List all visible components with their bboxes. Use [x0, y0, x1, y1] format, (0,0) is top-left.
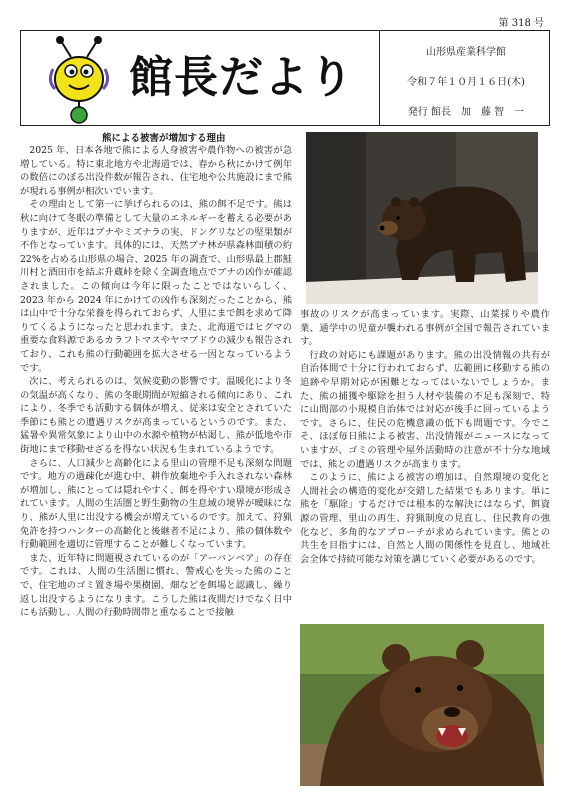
- bear-photo-top: [306, 132, 538, 304]
- header-divider: [379, 31, 380, 125]
- paragraph: このように、熊による被害の増加は、自然環境の変化と人間社会の構造的変化が交錯した結果でもあります。単に熊を「駆除」するだけでは根本的な解決にはならず、餌資源の管理、里山の再生、狩猟制度の見直し、住民教育の強化など、多角的なアプローチが求められています。熊との共生を目指すには、自然と人間の関係性を見直し、地域社会全体で持続可能な対策を講じていく必要があるのです。: [300, 472, 550, 565]
- issue-date: 令和７年１０月１６日(木): [407, 77, 525, 88]
- issuer-name: 発行 館長 加 藤 智 一: [407, 107, 525, 118]
- paragraph: 事故のリスクが高まっています。実際、山菜採りや農作業、通学中の児童が襲われる事例が全国で報告されています。: [300, 309, 550, 348]
- bear-photo-bottom: [300, 624, 544, 786]
- newsletter-header: [20, 30, 550, 126]
- article-headline: 熊による被害が増加する理由: [102, 133, 226, 144]
- paragraph: 次に、考えられるのは、気候変動の影響です。温暖化により冬の気温が高くなり、熊の冬眠期間が短縮される傾向にあり、これにより、冬季でも活動する個体が増え、従来は安全とされていた季節にも熊との遭遇リスクが高まっているというのです。また、猛暑や異常気象により山中の水源や植物が枯渇し、熊が低地や市街地にまで移動せざるを得ない状況も生まれているようです。: [20, 376, 292, 456]
- newsletter-title: 館長だより: [129, 52, 354, 103]
- mascot-logo: [43, 35, 115, 125]
- paragraph: 2025 年、日本各地で熊による人身被害や農作物への被害が急増している。特に東北地方や北海道では、春から秋にかけて例年の数倍にのぼる出没件数が報告され、住宅地や公共施設にまで熊が現れる事例が相次いでいます。: [20, 145, 292, 197]
- issue-number: 第 318 号: [498, 18, 544, 29]
- paragraph: その理由として第一に挙げられるのは、熊の餌不足です。熊は秋に向けて冬眠の準備として大量のエネルギーを蓄える必要がありますが、近年はブナやミズナラの実、ドングリなどの堅果類が不作となっています。具体的には、天然ブナ林が県森林面積の約22%を占める山形県の場合、2025 年の調査で、山形県最上郡鮭川村と酒田市を結ぶ升蔵峠を除く全調査地点でブナの凶作が確認されました。この傾向は今年に限ったことではないらしく、2023 年から 2024 年にかけての凶作も深刻だったことから、熊は山中で十分な栄養を得られておらず、人里にまで餌を求めて降りてくるようになったと思われます。また、北海道ではヒグマの重要な食料源であるカラフトマスやヤマブドウの減少も報告されており、これも熊の行動範囲を拡大させる一因となっているようです。: [20, 199, 292, 374]
- right-column: [300, 308, 550, 566]
- paragraph: 行政の対応にも課題があります。熊の出没情報の共有が自治体間で十分に行われておらず、広範囲に移動する熊の追跡や早期対応が困難となってはいないでしょうか。また、熊の捕獲や駆除を担う人材や装備の不足も深刻で、特に山間部の小規模自治体では対応が後手に回っているようです。さらに、住民の危機意識の低下も問題です。今でこそ、ほぼ毎日熊による被害、出没情報がニュースになっていますが、ゴミの管理や屋外活動時の注意が不十分な地域では、熊との遭遇リスクが高まります。: [300, 349, 550, 470]
- paragraph: また、近年特に問題視されているのが「アーバンベア」の存在です。これは、人間の生活圏に慣れ、警戒心を失った熊のことで、住宅地のゴミ置き場や果樹園、畑などを餌場と認識し、繰り返し出没するようになります。こうした熊は夜間だけでなく日中にも活動し、人間の行動時間帯と重なることで接触: [20, 552, 292, 619]
- paragraph: さらに、人口減少と高齢化による里山の管理不足も深刻な問題です。地方の過疎化が進む中、耕作放棄地や手入れされない森林が増加し、熊にとっては隠れやすく、餌を得やすい環境が形成されています。人間の生活圏と野生動物の生息域の境界が曖昧になり、熊が人里に出没する機会が増えているのです。加えて、狩猟免許を持つハンターの高齢化と後継者不足により、熊の個体数や行動範囲を適切に管理することが難しくなっています。: [20, 457, 292, 551]
- museum-name: 山形県産業科学館: [426, 47, 506, 58]
- left-column: [20, 144, 292, 620]
